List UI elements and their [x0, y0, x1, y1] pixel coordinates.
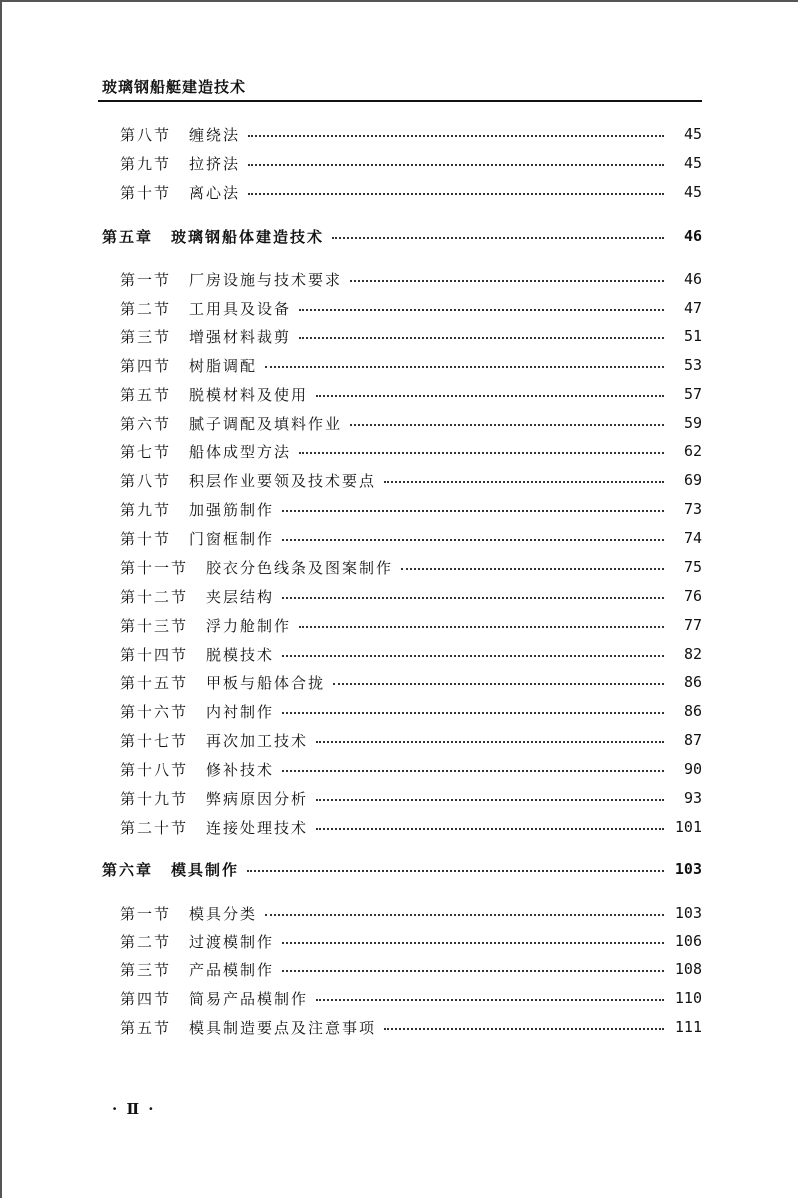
- dot-leader: [332, 237, 664, 239]
- toc-entry-title: 过渡模制作: [189, 932, 275, 951]
- toc-entry-title: 增强材料裁剪: [189, 327, 292, 346]
- toc-entry[interactable]: [120, 815, 702, 839]
- toc-entry[interactable]: [120, 613, 702, 637]
- toc-entry-page: 108: [674, 960, 702, 978]
- dot-leader: [299, 452, 664, 454]
- toc-entry-number: 第二节: [120, 932, 172, 951]
- toc-entry-title: 再次加工技术: [206, 731, 309, 750]
- dot-leader: [282, 597, 664, 599]
- dot-leader: [316, 799, 664, 801]
- toc-entry-number: 第十二节: [120, 587, 189, 606]
- toc-entry-number: 第九节: [120, 154, 172, 173]
- toc-entry-number: 第十七节: [120, 731, 189, 750]
- toc-entry-page: 69: [683, 471, 702, 489]
- toc-entry-number: 第十节: [120, 529, 172, 548]
- dot-leader: [316, 999, 664, 1001]
- toc-entry-page: 110: [674, 989, 702, 1007]
- toc-entry-number: 第六节: [120, 414, 172, 433]
- dot-leader: [401, 568, 664, 570]
- dot-leader: [282, 942, 664, 944]
- toc-entry-page: 45: [683, 125, 702, 143]
- toc-entry[interactable]: [120, 957, 702, 981]
- toc-entry-page: 74: [683, 529, 702, 547]
- toc-entry[interactable]: [120, 296, 702, 320]
- toc-entry-title: 胶衣分色线条及图案制作: [206, 558, 394, 577]
- dot-leader: [316, 741, 664, 743]
- toc-entry-page: 82: [683, 645, 702, 663]
- toc-entry[interactable]: [120, 757, 702, 781]
- toc-entry-page: 73: [683, 500, 702, 518]
- toc-entry-number: 第一节: [120, 270, 172, 289]
- toc-entry-title: 浮力舱制作: [206, 616, 292, 635]
- toc-entry-number: 第十节: [120, 183, 172, 202]
- toc-entry[interactable]: [120, 901, 702, 925]
- toc-entry-title: 脱模材料及使用: [189, 385, 309, 404]
- toc-entry[interactable]: [120, 670, 702, 694]
- toc-entry[interactable]: [120, 324, 702, 348]
- toc-entry-title: 夹层结构: [206, 587, 275, 606]
- toc-chapter-number: 第六章: [102, 860, 154, 879]
- toc-entry-title: 门窗框制作: [189, 529, 275, 548]
- toc-entry-title: 拉挤法: [189, 154, 241, 173]
- toc-entry-page: 62: [683, 442, 702, 460]
- toc-entry-number: 第十四节: [120, 645, 189, 664]
- toc-entry-page: 45: [683, 154, 702, 172]
- toc-entry-number: 第二节: [120, 299, 172, 318]
- toc-entry[interactable]: [120, 699, 702, 723]
- toc-entry-page: 51: [683, 327, 702, 345]
- dot-leader: [299, 337, 664, 339]
- toc-entry-page: 46: [683, 227, 702, 245]
- toc-entry-title: 积层作业要领及技术要点: [189, 471, 377, 490]
- toc-entry-title: 工用具及设备: [189, 299, 292, 318]
- toc-entry-page: 75: [683, 558, 702, 576]
- toc-entry-page: 57: [683, 385, 702, 403]
- dot-leader: [350, 424, 664, 426]
- toc-entry[interactable]: [120, 584, 702, 608]
- dot-leader: [247, 870, 664, 872]
- toc-chapter-title: 模具制作: [171, 860, 240, 879]
- dot-leader: [265, 914, 664, 916]
- dot-leader: [282, 510, 664, 512]
- toc-entry-page: 101: [674, 818, 702, 836]
- toc-entry-page: 103: [674, 904, 702, 922]
- toc-entry[interactable]: [120, 180, 702, 204]
- toc-entry-title: 内衬制作: [206, 702, 275, 721]
- toc-entry-title: 树脂调配: [189, 356, 258, 375]
- toc-entry-number: 第十一节: [120, 558, 189, 577]
- toc-entry[interactable]: [120, 1015, 702, 1039]
- toc-entry[interactable]: [120, 411, 702, 435]
- toc-entry-number: 第十九节: [120, 789, 189, 808]
- toc-entry-number: 第十八节: [120, 760, 189, 779]
- dot-leader: [384, 1028, 664, 1030]
- dot-leader: [350, 280, 664, 282]
- toc-entry-number: 第五节: [120, 1018, 172, 1037]
- toc-entry-title: 厂房设施与技术要求: [189, 270, 343, 289]
- toc-entry-number: 第五节: [120, 385, 172, 404]
- toc-entry-page: 47: [683, 299, 702, 317]
- toc-entry[interactable]: [120, 151, 702, 175]
- toc-entry-number: 第八节: [120, 125, 172, 144]
- toc-chapter-number: 第五章: [102, 227, 154, 246]
- dot-leader: [248, 135, 664, 137]
- toc-entry-page: 86: [683, 673, 702, 691]
- toc-entry-number: 第三节: [120, 960, 172, 979]
- toc-entry-number: 第四节: [120, 356, 172, 375]
- toc-entry-title: 模具制造要点及注意事项: [189, 1018, 377, 1037]
- running-head-title: 玻璃钢船艇建造技术: [102, 78, 247, 96]
- dot-leader: [316, 828, 664, 830]
- toc-entry-page: 87: [683, 731, 702, 749]
- toc-entry-title: 缠绕法: [189, 125, 241, 144]
- toc-entry-number: 第九节: [120, 500, 172, 519]
- toc-entry-number: 第二十节: [120, 818, 189, 837]
- toc-entry-page: 45: [683, 183, 702, 201]
- toc-entry-page: 93: [683, 789, 702, 807]
- toc-entry-page: 76: [683, 587, 702, 605]
- dot-leader: [282, 539, 664, 541]
- toc-entry[interactable]: [120, 267, 702, 291]
- toc-entry-title: 修补技术: [206, 760, 275, 779]
- toc-entry-title: 离心法: [189, 183, 241, 202]
- dot-leader: [265, 366, 664, 368]
- toc-entry-page: 77: [683, 616, 702, 634]
- toc-entry-title: 甲板与船体合拢: [206, 673, 326, 692]
- dot-leader: [282, 712, 664, 714]
- toc-entry-page: 53: [683, 356, 702, 374]
- dot-leader: [248, 193, 664, 195]
- dot-leader: [333, 683, 664, 685]
- toc-entry[interactable]: [120, 986, 702, 1010]
- toc-entry-page: 103: [674, 860, 702, 878]
- toc-entry-page: 86: [683, 702, 702, 720]
- toc-entry-title: 脱模技术: [206, 645, 275, 664]
- toc-entry[interactable]: [120, 439, 702, 463]
- toc-entry[interactable]: [120, 526, 702, 550]
- toc-entry[interactable]: [120, 929, 702, 953]
- toc-entry-title: 产品模制作: [189, 960, 275, 979]
- dot-leader: [299, 626, 664, 628]
- toc-entry[interactable]: [120, 122, 702, 146]
- toc-entry-number: 第七节: [120, 442, 172, 461]
- toc-entry-page: 46: [683, 270, 702, 288]
- toc-entry[interactable]: [120, 353, 702, 377]
- toc-entry-title: 模具分类: [189, 904, 258, 923]
- toc-entry[interactable]: [120, 642, 702, 666]
- toc-chapter-entry[interactable]: [102, 224, 702, 248]
- dot-leader: [282, 970, 664, 972]
- toc-entry-title: 腻子调配及填料作业: [189, 414, 343, 433]
- toc-entry-title: 简易产品模制作: [189, 989, 309, 1008]
- toc-entry-page: 111: [674, 1018, 702, 1036]
- toc-entry-page: 90: [683, 760, 702, 778]
- toc-chapter-entry[interactable]: [102, 857, 702, 881]
- toc-entry-number: 第十五节: [120, 673, 189, 692]
- toc-entry-page: 59: [683, 414, 702, 432]
- toc-entry-number: 第四节: [120, 989, 172, 1008]
- dot-leader: [316, 395, 664, 397]
- toc-entry[interactable]: [120, 468, 702, 492]
- toc-entry-number: 第一节: [120, 904, 172, 923]
- dot-leader: [384, 481, 664, 483]
- page-folio: · Ⅱ ·: [112, 1100, 156, 1118]
- toc-entry-number: 第八节: [120, 471, 172, 490]
- dot-leader: [299, 309, 664, 311]
- toc-entry-title: 加强筋制作: [189, 500, 275, 519]
- dot-leader: [282, 770, 664, 772]
- toc-entry-title: 弊病原因分析: [206, 789, 309, 808]
- dot-leader: [248, 164, 664, 166]
- toc-entry[interactable]: [120, 555, 702, 579]
- toc-entry[interactable]: [120, 497, 702, 521]
- toc-entry[interactable]: [120, 382, 702, 406]
- dot-leader: [282, 655, 664, 657]
- toc-entry[interactable]: [120, 728, 702, 752]
- toc-entry-number: 第十三节: [120, 616, 189, 635]
- toc-entry-title: 船体成型方法: [189, 442, 292, 461]
- toc-entry-title: 连接处理技术: [206, 818, 309, 837]
- toc-entry-number: 第十六节: [120, 702, 189, 721]
- toc-entry-number: 第三节: [120, 327, 172, 346]
- toc-entry-page: 106: [674, 932, 702, 950]
- toc-entry[interactable]: [120, 786, 702, 810]
- toc-chapter-title: 玻璃钢船体建造技术: [171, 227, 325, 246]
